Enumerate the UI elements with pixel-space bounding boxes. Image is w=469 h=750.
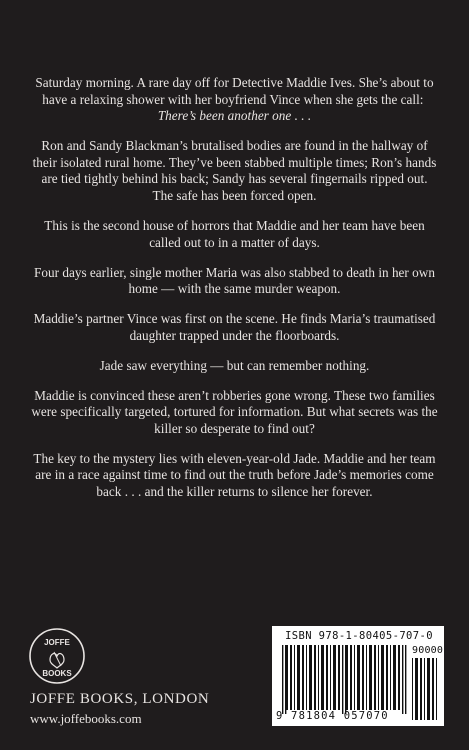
logo-text-top: JOFFE [44,638,70,647]
blurb-paragraph-2: Ron and Sandy Blackman’s brutalised bodies are found in the hallway of their isolated rural home. They’ve been stabbed multiple times; Ron’s hands are tied tightly behind his back; Sandy has several fingernails ripped out. The safe has been forced open. [32,138,437,203]
publisher-name: JOFFE BOOKS, LONDON [30,691,210,707]
blurb [30,75,439,514]
logo-text-bottom: BOOKS [42,669,72,678]
ean-digits: 9 781804 057070 [276,710,389,722]
blurb-quote: There’s been another one . . . [157,108,312,124]
publisher-url: www.joffebooks.com [30,711,142,726]
blurb-paragraph-5: Maddie’s partner Vince was first on the scene. He finds Maria’s traumatised daughter trapped under the floorboards. [33,311,436,343]
blurb-paragraph-1: Saturday morning. A rare day off for Detective Maddie Ives. She’s about to have a relaxing shower with her boyfriend Vince when she gets the call: There’s been another one . . . [35,75,434,124]
blurb-paragraph-6: Jade saw everything — but can remember nothing. [99,357,370,373]
isbn-label: ISBN 978-1-80405-707-0 [285,630,433,642]
joffe-books-logo [28,627,86,685]
blurb-paragraph-3: This is the second house of horrors that Maddie and her team have been called out to in a matter of days. [44,217,425,250]
blurb-paragraph-4: Four days earlier, single mother Maria was also stabbed to death in her own home — with the same murder weapon. [34,264,435,297]
isbn-barcode [272,626,444,726]
blurb-paragraph-8: The key to the mystery lies with eleven-year-old Jade. Maddie and her team are in a race against time to find out the truth before Jade’s memories come back . . . and the killer returns to silence her forever. [33,450,436,500]
blurb-paragraph-7: Maddie is convinced these aren’t robberies gone wrong. These two families were specifically targeted, tortured for information. But what secrets was the killer so desperate to find out? [31,387,438,436]
price-code: 90000 [412,645,444,656]
